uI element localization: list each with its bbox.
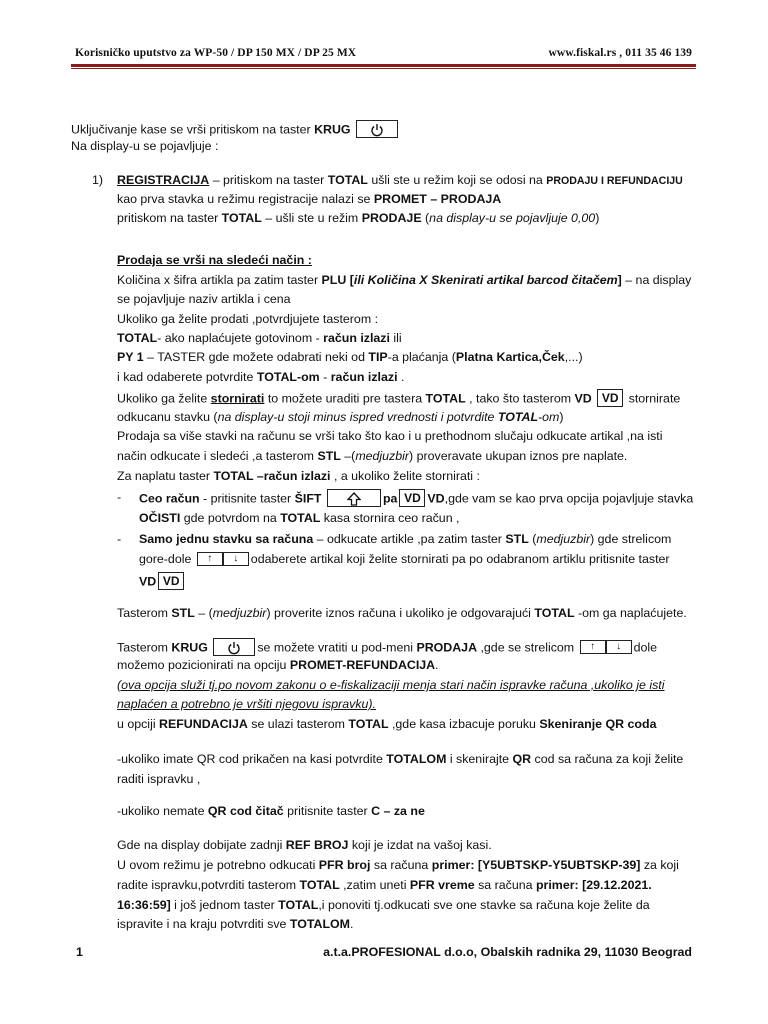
text: TOTAL xyxy=(299,878,340,892)
text: medjuzbir xyxy=(212,606,267,620)
text: . xyxy=(435,658,439,672)
list-number: 1) xyxy=(92,173,104,187)
text: . xyxy=(349,917,354,931)
footer-company: a.t.a.PROFESIONAL d.o.o, Obalskih radnika 29, 11030 Beograd xyxy=(323,945,692,959)
bullet-dash: - xyxy=(117,490,122,504)
text: TOTAL xyxy=(280,511,321,525)
text: TOTAL xyxy=(348,717,389,731)
text: TOTAL –račun izlazi xyxy=(213,469,331,483)
text: stornirati xyxy=(210,391,265,406)
text: - ako naplaćujete gotovinom - xyxy=(157,331,324,345)
krug-note-2: naplaćen a potrebno je vršiti njegovu ispravku). xyxy=(117,697,376,711)
text: ) proveravate ukupan iznos pre naplate. xyxy=(409,449,628,463)
text: TOTAL xyxy=(117,331,158,345)
text: način odkucate i sledeći ,a tasterom xyxy=(117,449,318,463)
text: u opciji xyxy=(117,717,160,731)
text: . xyxy=(397,370,405,384)
text: TOTAL xyxy=(221,211,262,225)
text: Za naplatu taster xyxy=(117,469,214,483)
text: PRODAJE xyxy=(361,211,422,225)
text: TOTAL-om xyxy=(256,370,320,384)
bullet-1-line-1 xyxy=(139,490,693,508)
text: ( xyxy=(528,532,537,546)
bullet-1-line-2 xyxy=(139,511,459,526)
text: ,i ponoviti tj.odkucati sve one stavke sa računa koje želite da xyxy=(318,898,650,912)
text: koji je izdat na vašoj kasi. xyxy=(348,838,492,852)
bullet-2-line-1 xyxy=(139,532,671,547)
arrow-up-key: ↑ xyxy=(197,552,223,566)
text: ŠIFT xyxy=(294,491,322,506)
text: C – za ne xyxy=(371,804,425,818)
text: VD xyxy=(574,391,592,406)
text: , a ukoliko želite stornirati : xyxy=(330,469,480,483)
header-rule xyxy=(71,64,696,67)
text: na display-u stoji minus ispred vrednosti i potvrdite xyxy=(217,410,498,424)
text: Skeniranje QR coda xyxy=(539,717,657,731)
text: PRODAJA xyxy=(416,640,478,655)
text: – na display xyxy=(621,273,692,287)
ref-line-3 xyxy=(117,878,652,893)
vd-key: VD xyxy=(399,489,425,507)
text: PROMET-REFUNDACIJA xyxy=(289,658,436,672)
sale-line-9: Prodaja sa više stavki na računu se vrši tako što kao i u prethodnom slučaju odkucate artikal ,na isti xyxy=(117,429,663,443)
text: – ušli ste u režim xyxy=(261,211,362,225)
text: QR xyxy=(512,752,532,766)
arrow-down-key: ↓ xyxy=(606,640,632,654)
sale-line-1 xyxy=(117,273,691,288)
text: Platna Kartica,Ček xyxy=(455,350,565,364)
text: stornirate xyxy=(625,391,681,406)
text: gde potvrdom na xyxy=(180,511,281,525)
sale-line-6 xyxy=(117,370,404,385)
sale-line-4 xyxy=(117,331,402,346)
text: - pritisnite taster xyxy=(199,491,295,506)
text: TOTAL xyxy=(425,391,466,406)
text: -a plaćanja ( xyxy=(387,350,456,364)
text: i još jednom taster xyxy=(170,898,279,912)
text: dole xyxy=(633,640,658,655)
krug-key xyxy=(213,638,255,656)
text: ili Količina X Skenirati artikal barcod čitačem xyxy=(353,273,618,287)
text: možemo pozicionirati na opciju xyxy=(117,658,290,672)
bullet-2-line-2 xyxy=(139,552,670,567)
text: cod sa računa za koji želite xyxy=(531,752,684,766)
text: PRODAJU I REFUNDACIJU xyxy=(546,175,683,187)
text: ,...) xyxy=(564,350,583,364)
sale-line-8 xyxy=(117,410,564,425)
text: medjuzbir xyxy=(536,532,591,546)
sale-heading: Prodaja se vrši na sledeći način : xyxy=(117,253,312,267)
text: STL xyxy=(505,532,529,546)
text: TIP xyxy=(368,350,388,364)
text: VD xyxy=(139,574,157,589)
text: REGISTRACIJA xyxy=(117,173,210,187)
krug-line-2 xyxy=(117,658,439,673)
text: medjuzbir xyxy=(355,449,410,463)
vd-key: VD xyxy=(597,389,623,407)
intro-line-1 xyxy=(71,121,400,139)
text: PROMET – PRODAJA xyxy=(373,192,502,206)
text: -om ga naplaćujete. xyxy=(574,606,687,620)
text: – ( xyxy=(194,606,213,620)
text: , tako što tasterom xyxy=(465,391,575,406)
text: odkucanu stavku ( xyxy=(117,410,218,424)
page-header xyxy=(75,47,692,59)
text: i skenirajte xyxy=(446,752,513,766)
text: – pritiskom na taster xyxy=(209,173,328,187)
arrow-up-key: ↑ xyxy=(580,640,606,654)
text: ( xyxy=(421,211,430,225)
text: ) xyxy=(559,410,564,424)
sale-line-10 xyxy=(117,449,627,464)
text: kao prva stavka u režimu registracije nalazi se xyxy=(117,192,374,206)
text: TOTAL xyxy=(327,173,368,187)
page-number: 1 xyxy=(76,945,83,959)
sale-line-2: se pojavljuje naziv artikla i cena xyxy=(117,292,291,306)
text: PY 1 xyxy=(117,350,144,364)
text: REF BROJ xyxy=(285,838,349,852)
krug-key xyxy=(356,120,398,138)
reg-line-2 xyxy=(117,192,501,207)
text: ili xyxy=(389,331,402,345)
text: VD xyxy=(427,491,445,506)
text: OČISTI xyxy=(139,511,181,525)
text: - xyxy=(319,370,331,384)
text: ,gde kasa izbacuje poruku xyxy=(388,717,540,731)
text: Tasterom xyxy=(117,640,172,655)
text: STL xyxy=(317,449,341,463)
text: račun izlazi xyxy=(330,370,398,384)
text: Ceo račun xyxy=(139,491,200,506)
text: -om xyxy=(538,410,560,424)
krug-note-1: (ova opcija služi tj.po novom zakonu o e-fiskalizaciji menja stari način ispravke računa ,ukoliko je isti xyxy=(117,678,665,692)
text: Gde na display dobijate zadnji xyxy=(117,838,286,852)
ref-line-2 xyxy=(117,858,679,873)
krug-line-1 xyxy=(117,639,657,657)
text: ušli ste u režim koji se odosi na xyxy=(367,173,547,187)
qr-line-3 xyxy=(117,804,425,819)
text: odaberete artikal koji želite stornirati pa po odabranom artiklu pritisnite taster xyxy=(250,552,670,566)
text: Samo jednu stavku sa računa xyxy=(139,532,314,546)
text: za koji xyxy=(640,858,679,872)
power-icon xyxy=(227,641,241,655)
text: kasa stornira ceo račun , xyxy=(320,511,460,525)
text: i kad odaberete potvrdite xyxy=(117,370,257,384)
text: – TASTER gde možete odabrati neki od xyxy=(143,350,369,364)
sale-line-7 xyxy=(117,390,680,408)
text: Uključivanje kase se vrši pritiskom na taster xyxy=(71,122,315,137)
text: -ukoliko nemate xyxy=(117,804,208,818)
text: PLU [ xyxy=(321,273,354,287)
text: radite ispravku,potvrditi tasterom xyxy=(117,878,300,892)
text: primer: [Y5UBTSKP-Y5UBTSKP-39] xyxy=(431,858,641,872)
text: ispravite i na kraju potvrditi sve xyxy=(117,917,290,931)
arrow-down-key: ↓ xyxy=(223,552,249,566)
text: Tasterom xyxy=(117,606,172,620)
text: QR cod čitač xyxy=(207,804,284,818)
text: TOTAL xyxy=(534,606,575,620)
text: REFUNDACIJA xyxy=(159,717,248,731)
power-icon xyxy=(370,123,384,137)
bullet-2-line-3 xyxy=(139,573,186,591)
sale-line-11 xyxy=(117,469,480,484)
text: KRUG xyxy=(171,640,208,655)
text: TOTALOM xyxy=(289,917,350,931)
text: ) xyxy=(595,211,600,225)
text: sa računa xyxy=(474,878,536,892)
text: ] xyxy=(617,273,622,287)
text: pritisnite taster xyxy=(283,804,372,818)
intro-line-2: Na display-u se pojavljuje : xyxy=(71,139,219,153)
text: PFR broj xyxy=(318,858,371,872)
ref-line-5 xyxy=(117,917,353,932)
text: se možete vratiti u pod-meni xyxy=(257,640,417,655)
text: sa računa xyxy=(370,858,432,872)
text: ) proverite iznos računa i ukoliko je odgovarajući xyxy=(266,606,535,620)
bullet-dash: - xyxy=(117,532,122,546)
text: KRUG xyxy=(314,122,351,137)
qr-line-2: raditi ispravku , xyxy=(117,772,201,786)
text: ,zatim uneti xyxy=(339,878,410,892)
header-title: Korisničko uputstvo za WP-50 / DP 150 MX / DP 25 MX xyxy=(75,47,357,59)
text: na display-u se pojavljuje 0,00 xyxy=(429,211,596,225)
text: Ukoliko ga želite xyxy=(117,391,211,406)
text: –( xyxy=(340,449,356,463)
ref-line-1 xyxy=(117,838,492,853)
reg-line-3 xyxy=(117,211,599,226)
text: -ukoliko imate QR cod prikačen na kasi potvrdite xyxy=(117,752,387,766)
text: TOTALOM xyxy=(386,752,447,766)
header-contact: www.fiskal.rs , 011 35 46 139 xyxy=(548,47,692,59)
text: ,gde vam se kao prva opcija pojavljuje stavka xyxy=(444,491,694,506)
text: STL xyxy=(171,606,195,620)
text: gore-dole xyxy=(139,552,195,566)
text: Količina x šifra artikla pa zatim taster xyxy=(117,273,322,287)
ref-line-4 xyxy=(117,898,650,913)
sale-line-3: Ukoliko ga želite prodati ,potvrdjujete tasterom : xyxy=(117,312,379,326)
text: pritiskom na taster xyxy=(117,211,222,225)
sale-line-5 xyxy=(117,350,583,365)
text: to možete uraditi pre tastera xyxy=(264,391,426,406)
text: TOTAL xyxy=(497,410,539,424)
text: 16:36:59] xyxy=(117,898,171,912)
shift-key xyxy=(327,489,381,507)
header-rule-thin xyxy=(71,68,696,69)
text: ,gde se strelicom xyxy=(477,640,578,655)
vd-key: VD xyxy=(158,572,184,590)
text: račun izlazi xyxy=(323,331,390,345)
reg-line-1 xyxy=(117,173,683,189)
text: PFR vreme xyxy=(409,878,475,892)
text: se ulazi tasterom xyxy=(247,717,349,731)
krug-line-5 xyxy=(117,717,656,732)
text: U ovom režimu je potrebno odkucati xyxy=(117,858,319,872)
qr-line-1 xyxy=(117,752,683,767)
text: pa xyxy=(382,491,398,506)
shift-arrow-icon xyxy=(347,492,361,506)
stl-line xyxy=(117,606,687,621)
text: – odkucate artikle ,pa zatim taster xyxy=(313,532,506,546)
text: TOTAL xyxy=(278,898,319,912)
text: primer: [29.12.2021. xyxy=(535,878,652,892)
text: ) gde strelicom xyxy=(590,532,672,546)
